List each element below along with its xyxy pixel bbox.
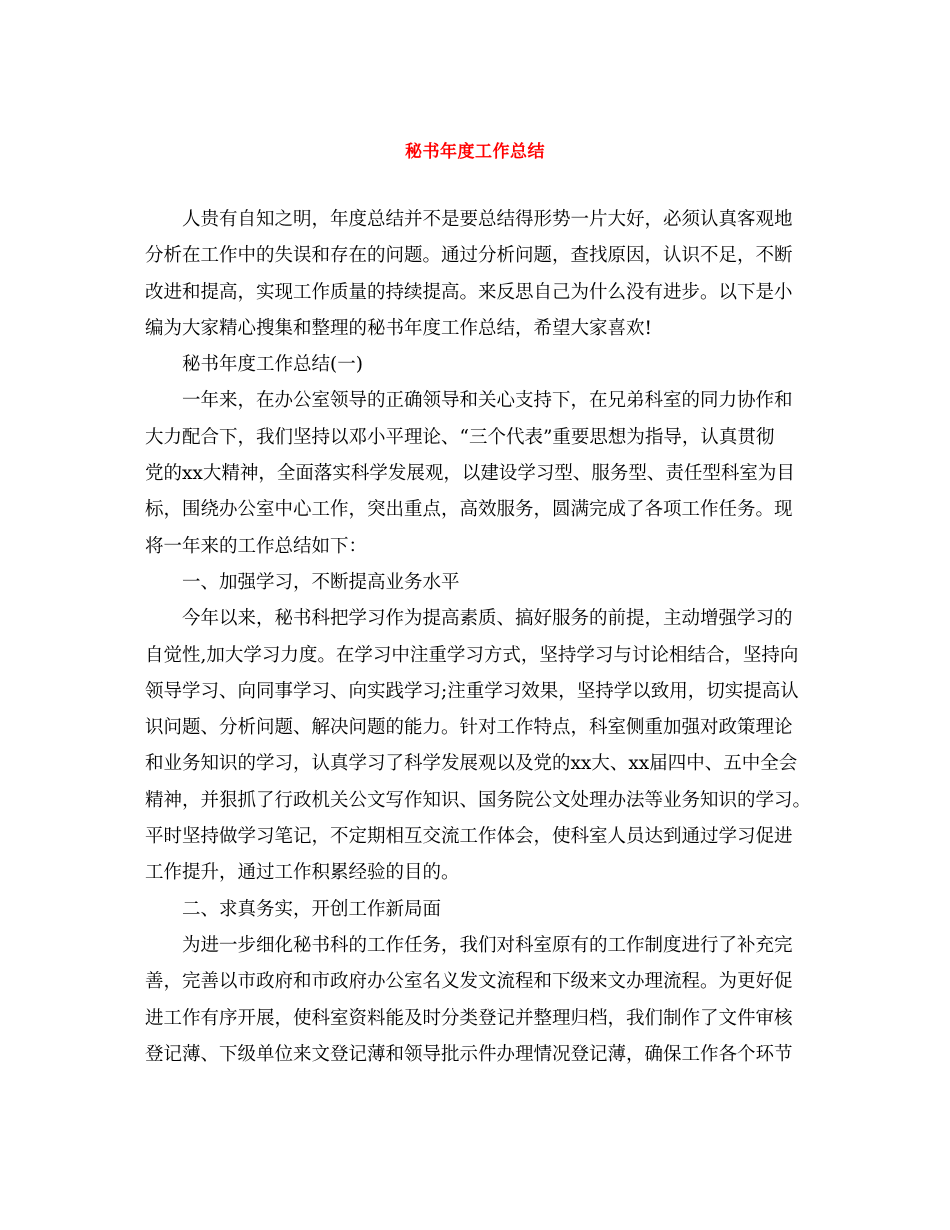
text-line: 和业务知识的学习，认真学习了科学发展观以及党的xx大、xx届四中、五中全会 bbox=[145, 753, 798, 775]
text-line: 登记薄、下级单位来文登记薄和领导批示件办理情况登记薄，确保工作各个环节 bbox=[145, 1043, 793, 1065]
text-line: 今年以来，秘书科把学习作为提高素质、搞好服务的前提，主动增强学习的 bbox=[182, 608, 793, 630]
text-line: 识问题、分析问题、解决问题的能力。针对工作特点，科室侧重加强对政策理论 bbox=[145, 717, 793, 739]
document-title: 秘书年度工作总结 bbox=[405, 142, 545, 162]
text-line: 精神，并狠抓了行政机关公文写作知识、国务院公文处理办法等业务知识的学习。 bbox=[145, 789, 812, 811]
text-line: 工作提升，通过工作积累经验的目的。 bbox=[145, 862, 460, 884]
text-line: 一年来，在办公室领导的正确领导和关心支持下，在兄弟科室的同力协作和 bbox=[182, 390, 793, 412]
text-line: 改进和提高，实现工作质量的持续提高。来反思自己为什么没有进步。以下是小 bbox=[145, 281, 793, 303]
text-line: 二、求真务实，开创工作新局面 bbox=[182, 898, 442, 920]
text-line: 标，围绕办公室中心工作，突出重点，高效服务，圆满完成了各项工作任务。现 bbox=[145, 499, 793, 521]
document-body bbox=[145, 202, 815, 1073]
text-line: 编为大家精心搜集和整理的秘书年度工作总结，希望大家喜欢! bbox=[145, 317, 652, 339]
text-line: 自觉性,加大学习力度。在学习中注重学习方式，坚持学习与讨论相结合，坚持向 bbox=[145, 644, 799, 666]
text-line: 将一年来的工作总结如下： bbox=[145, 535, 368, 557]
text-line: 党的xx大精神，全面落实科学发展观，以建设学习型、服务型、责任型科室为目 bbox=[145, 463, 795, 485]
text-line: 进工作有序开展，使科室资料能及时分类登记并整理归档，我们制作了文件审核 bbox=[145, 1007, 793, 1029]
text-line: 领导学习、向同事学习、向实践学习;注重学习效果，坚持学以致用，切实提高认 bbox=[145, 680, 799, 702]
text-line: 人贵有自知之明，年度总结并不是要总结得形势一片大好，必须认真客观地 bbox=[182, 209, 793, 230]
text-line: 分析在工作中的失误和存在的问题。通过分析问题，查找原因，认识不足，不断 bbox=[145, 245, 793, 267]
text-line: 大力配合下，我们坚持以邓小平理论、“三个代表”重要思想为指导，认真贯彻 bbox=[145, 426, 775, 448]
text-line: 秘书年度工作总结(一) bbox=[182, 354, 363, 376]
text-line: 善，完善以市政府和市政府办公室名义发文流程和下级来文办理流程。为更好促 bbox=[145, 971, 793, 993]
text-line: 为进一步细化秘书科的工作任务，我们对科室原有的工作制度进行了补充完 bbox=[182, 934, 793, 956]
text-line: 一、加强学习，不断提高业务水平 bbox=[182, 571, 460, 593]
text-line: 平时坚持做学习笔记，不定期相互交流工作体会，使科室人员达到通过学习促进 bbox=[145, 826, 793, 848]
